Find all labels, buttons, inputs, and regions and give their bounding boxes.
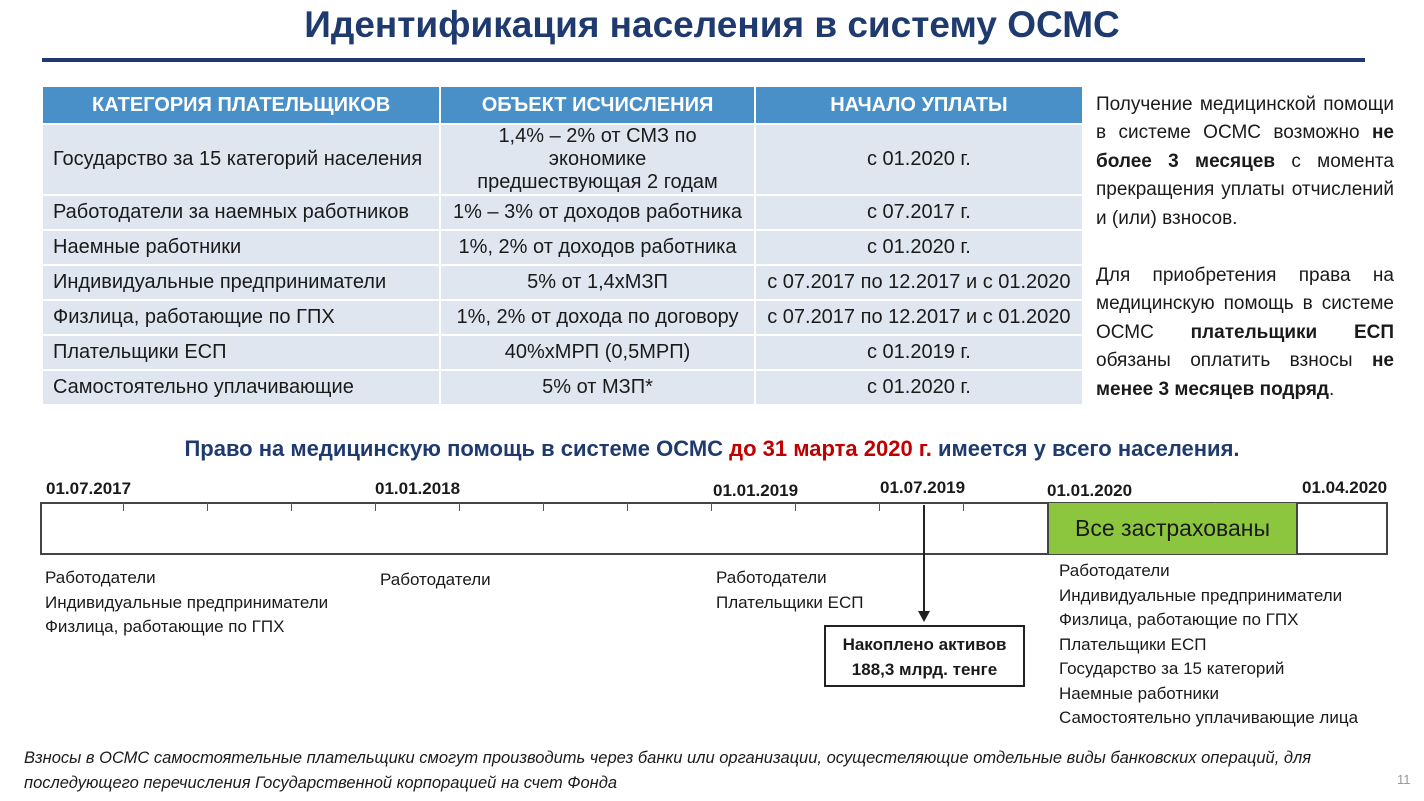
- list-item: Индивидуальные предприниматели: [1059, 585, 1343, 605]
- timeline-date: 01.01.2020: [1047, 481, 1133, 500]
- timeline-date: 01.01.2018: [375, 479, 461, 498]
- assets-value: 188,3 млрд. тенге: [851, 660, 998, 679]
- cell-object: 1%, 2% от доходов работника: [440, 230, 755, 265]
- page-title: Идентификация населения в систему ОСМС: [304, 4, 1120, 45]
- timeline-tick: [711, 502, 712, 511]
- cell-object-line: 1,4% – 2% от СМЗ по экономике: [498, 125, 697, 170]
- cell-object-line: предшествующая 2 годам: [477, 171, 718, 193]
- timeline-tick: [123, 502, 124, 511]
- cell-object: [440, 124, 755, 195]
- cell-start: с 01.2020 г.: [755, 370, 1083, 405]
- cell-object: 1%, 2% от дохода по договору: [440, 300, 755, 335]
- timeline-date: 01.07.2017: [46, 479, 132, 498]
- table-row: [42, 335, 1083, 370]
- title-divider: [42, 58, 1365, 62]
- timeline-tick: [375, 502, 376, 511]
- list-item: Работодатели: [716, 568, 827, 587]
- list-item: Физлица, работающие по ГПХ: [45, 617, 285, 636]
- timeline-tick: [795, 502, 796, 511]
- list-item: Плательщики ЕСП: [1059, 634, 1207, 654]
- side-note-esp: Для приобретения права на медицинскую помощь в системе ОСМС плательщики ЕСП обязаны оплатить взносы не менее 3 месяцев подряд.: [1096, 265, 1394, 400]
- cell-start: с 01.2020 г.: [755, 230, 1083, 265]
- list-item: Плательщики ЕСП: [716, 592, 864, 612]
- timeline-tick: [963, 502, 964, 511]
- side-note-coverage: Получение медицинской помощи в системе ОСМС возможно не более 3 месяцев с момента прекращения уплаты отчислений и (или) взносов.: [1096, 94, 1394, 229]
- cell-start: с 01.2020 г.: [755, 124, 1083, 195]
- list-item: Работодатели: [1059, 561, 1170, 580]
- payers-list-2017: [45, 566, 328, 640]
- deadline-highlight: до 31 марта 2020 г.: [729, 436, 932, 461]
- timeline-tick: [543, 502, 544, 511]
- table-row: [42, 300, 1083, 335]
- timeline-date: 01.04.2020: [1302, 478, 1388, 497]
- cell-start: с 07.2017 г.: [755, 195, 1083, 230]
- cell-start: с 07.2017 по 12.2017 и с 01.2020: [755, 300, 1083, 335]
- list-item: Работодатели: [45, 568, 156, 587]
- assets-pointer-line: [923, 505, 925, 613]
- header-start: НАЧАЛО УПЛАТЫ: [755, 86, 1083, 124]
- assets-box: [824, 625, 1025, 687]
- timeline-tick: [291, 502, 292, 511]
- cell-category: Работодатели за наемных работников: [42, 195, 440, 230]
- list-item: Государство за 15 категорий: [1059, 659, 1285, 678]
- table-row: [42, 124, 1083, 195]
- cell-category: Наемные работники: [42, 230, 440, 265]
- payers-list-2020: [1059, 559, 1358, 731]
- cell-start: с 07.2017 по 12.2017 и с 01.2020: [755, 265, 1083, 300]
- assets-label: Накоплено активов: [842, 635, 1007, 654]
- cell-object: 5% от МЗП*: [440, 370, 755, 405]
- table-row: [42, 195, 1083, 230]
- list-item: Наемные работники: [1059, 683, 1219, 703]
- cell-category: Индивидуальные предприниматели: [42, 265, 440, 300]
- table-row: [42, 230, 1083, 265]
- timeline-tick: [459, 502, 460, 511]
- footnote: Взносы в ОСМС самостоятельные плательщики смогут производить через банки или организации, осущестеляющие отдельные виды банковских операций, для последующего перечисления Государственной корпорацией на счет Фонда: [24, 749, 1312, 792]
- timeline-date: 01.07.2019: [880, 478, 966, 497]
- payers-list-2018: [380, 568, 491, 593]
- timeline-tick: [627, 502, 628, 511]
- all-insured-segment: Все застрахованы: [1047, 503, 1298, 554]
- cell-category: Плательщики ЕСП: [42, 335, 440, 370]
- timeline-tick: [207, 502, 208, 511]
- table-header-row: [42, 86, 1083, 124]
- arrow-down-icon: [918, 611, 930, 622]
- table-row: [42, 265, 1083, 300]
- timeline-tick: [879, 502, 880, 511]
- header-object: ОБЪЕКТ ИСЧИСЛЕНИЯ: [440, 86, 755, 124]
- cell-category: Физлица, работающие по ГПХ: [42, 300, 440, 335]
- list-item: Физлица, работающие по ГПХ: [1059, 610, 1299, 629]
- header-category: КАТЕГОРИЯ ПЛАТЕЛЬЩИКОВ: [42, 86, 440, 124]
- timeline-date: 01.01.2019: [713, 481, 799, 500]
- list-item: Самостоятельно уплачивающие лица: [1059, 708, 1359, 727]
- payers-table: [41, 85, 1084, 406]
- cell-object: 40%хМРП (0,5МРП): [440, 335, 755, 370]
- cell-object: 1% – 3% от доходов работника: [440, 195, 755, 230]
- list-item: Работодатели: [380, 570, 491, 589]
- cell-category: Государство за 15 категорий населения: [42, 124, 440, 195]
- list-item: Индивидуальные предприниматели: [45, 592, 329, 612]
- cell-start: с 01.2019 г.: [755, 335, 1083, 370]
- page-number: 11: [1397, 772, 1411, 787]
- coverage-headline: Право на медицинскую помощь в системе ОСМС до 31 марта 2020 г. имеется у всего населения.: [184, 436, 1240, 461]
- cell-category: Самостоятельно уплачивающие: [42, 370, 440, 405]
- table-row: [42, 370, 1083, 405]
- payers-list-2019: [716, 566, 863, 615]
- cell-object: 5% от 1,4хМЗП: [440, 265, 755, 300]
